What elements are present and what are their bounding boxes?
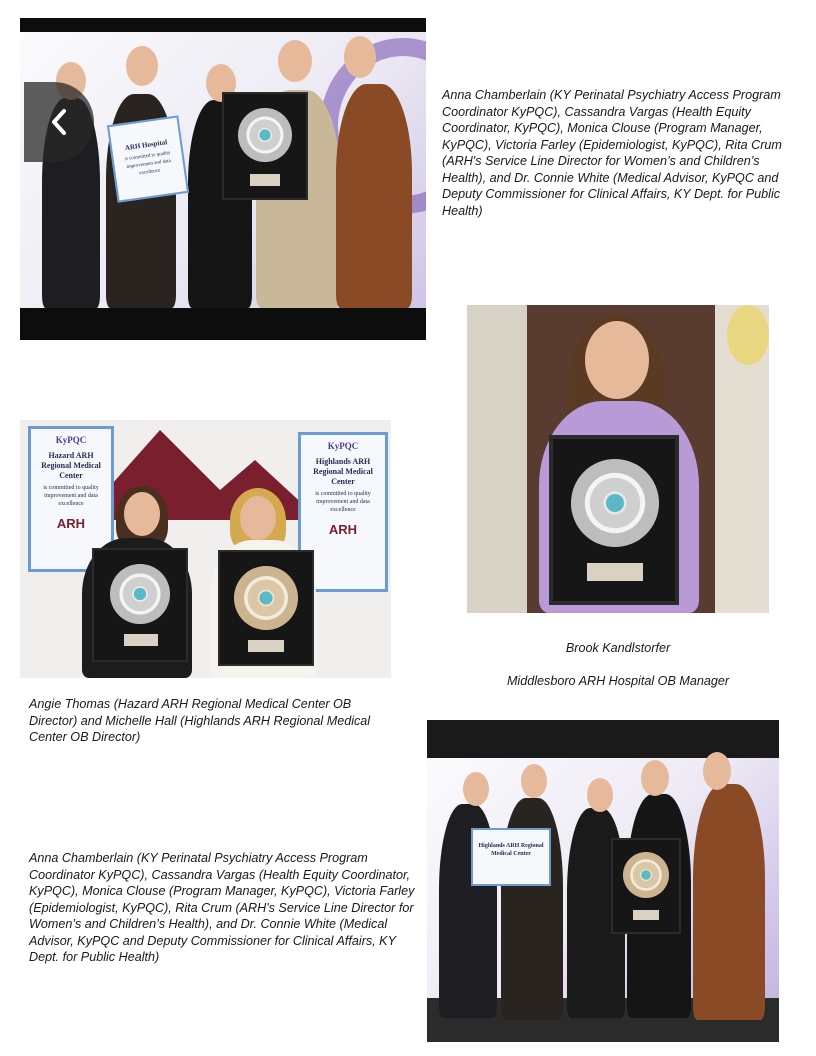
gold-record (623, 852, 669, 898)
caption-brook-name: Brook Kandlstorfer (565, 640, 671, 655)
head (587, 778, 613, 812)
platinum-record (238, 108, 292, 162)
arh-logo: ARH (328, 522, 358, 537)
banner-subtitle: is committed to quality improvement and data excellence (315, 491, 371, 513)
letterbox-bottom (20, 308, 426, 340)
wallpaper (467, 305, 527, 613)
award-frame (222, 92, 308, 200)
banner-highlands-stage: Highlands ARH Regional Medical Center (471, 828, 551, 886)
head (703, 752, 731, 790)
head (344, 36, 376, 78)
banner-subtitle: is committed to quality improvement and data excellence (43, 485, 99, 507)
platinum-record (571, 459, 659, 547)
letterbox-top (20, 18, 426, 32)
head (240, 496, 276, 540)
award-plaque (124, 634, 158, 646)
caption-bottom-left: Anna Chamberlain (KY Perinatal Psychiatry Access Program Coordinator KyPQC), Cassandra Vargas (Health Equity Coordinator, KyPQC), Monica Clouse (Program Manager, KyPQC), Victoria Farley (Epidemiologist, KyPQC), Rita Crum (ARH's Service Line Director for Women’s and Children’s Health), and Dr. Connie White (Medical Advisor, KyPQC and Deputy Commissioner for Clinical Affairs, KY Dept. for Public Health) (29, 851, 415, 964)
award-plaque (633, 910, 659, 920)
photo-award-stage-2 (427, 720, 779, 1042)
arh-logo: ARH (56, 516, 86, 531)
photo-angie-michelle (20, 420, 391, 678)
head (585, 321, 649, 399)
head (126, 46, 158, 86)
platinum-record (110, 564, 170, 624)
award-frame (549, 435, 679, 605)
banner-title: Hazard ARH Regional Medical Center (41, 451, 101, 480)
caption-brook (467, 623, 769, 706)
kypqc-logo: KyPQC (55, 435, 87, 445)
award-frame (611, 838, 681, 934)
award-frame (218, 550, 314, 666)
head (278, 40, 312, 82)
award-plaque (250, 174, 280, 186)
head (124, 492, 160, 536)
caption-angie-michelle: Angie Thomas (Hazard ARH Regional Medical Center OB Director) and Michelle Hall (Highlands ARH Regional Medical Center OB Director) (29, 697, 371, 744)
person (693, 784, 765, 1020)
head (641, 760, 669, 796)
banner-title: Highlands ARH Regional Medical Center (313, 457, 373, 486)
person (336, 84, 412, 308)
chevron-left-icon (49, 108, 69, 136)
gold-record (234, 566, 298, 630)
photo-brook (467, 305, 769, 613)
head (521, 764, 547, 798)
certificate: ARH Hospital is committed to quality improvement and data excellence (107, 115, 189, 202)
award-plaque (587, 563, 643, 581)
award-plaque (248, 640, 284, 652)
caption-top-right: Anna Chamberlain (KY Perinatal Psychiatry Access Program Coordinator KyPQC), Cassandra Vargas (Health Equity Coordinator, KyPQC), Monica Clouse (Program Manager, KyPQC), Victoria Farley (Epidemiologist, KyPQC), Rita Crum (ARH's Service Line Director for Women’s and Children’s Health), and Dr. Connie White (Medical Advisor, KyPQC and Deputy Commissioner for Clinical Affairs, KY Dept. for Public Health) (442, 88, 782, 218)
award-frame (92, 548, 188, 662)
head (463, 772, 489, 806)
photo-award-stage-1 (20, 18, 426, 340)
caption-brook-title: Middlesboro ARH Hospital OB Manager (506, 673, 730, 688)
flowers (727, 305, 769, 365)
kypqc-logo: KyPQC (327, 441, 359, 451)
